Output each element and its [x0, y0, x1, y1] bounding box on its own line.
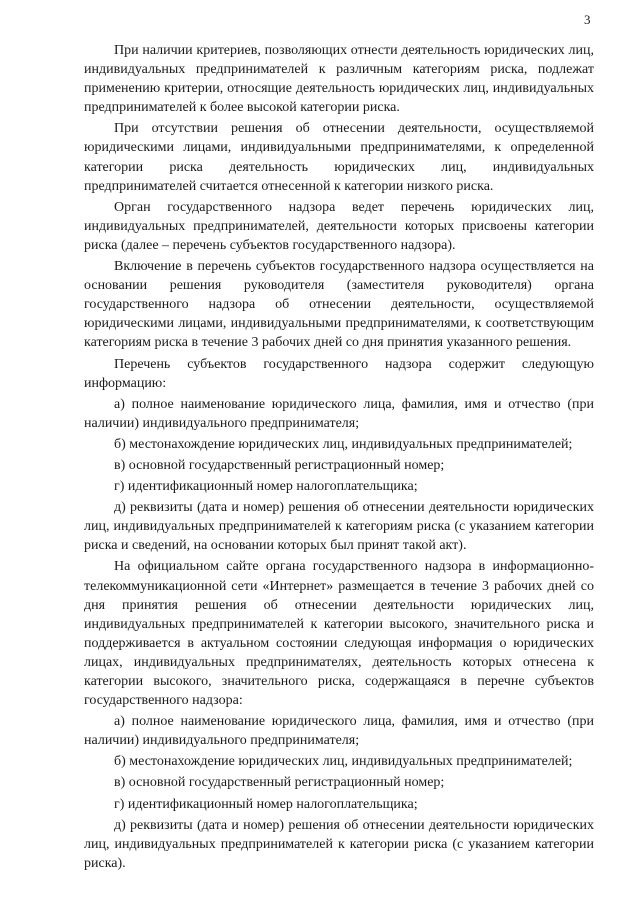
paragraph-registry: Орган государственного надзора ведет перечень юридических лиц, индивидуальных предпринимателей, деятельности которых присвоены категории риска (далее – перечень субъектов государственного надзора).: [84, 199, 594, 253]
list-item-g: г) идентификационный номер налогоплательщика;: [114, 479, 418, 495]
paragraph-registry-contents: Перечень субъектов государственного надзора содержит следующую информацию:: [84, 356, 594, 391]
list-item-g-2: г) идентификационный номер налогоплательщика;: [114, 796, 418, 812]
list-item-a-2: а) полное наименование юридического лица, фамилия, имя и отчество (при наличии) индивидуального предпринимателя;: [84, 714, 594, 749]
page-number: 3: [584, 12, 591, 27]
list-item-v: в) основной государственный регистрационный номер;: [114, 457, 445, 473]
document-body: [84, 41, 594, 875]
paragraph-inclusion: Включение в перечень субъектов государственного надзора осуществляется на основании решения руководителя (заместителя руководителя) органа государственного надзора об отнесении деятельности, осуществляемой юридическими лицами, индивидуальными предпринимателями, к соответствующим категориям риска в течение 3 рабочих дней со дня принятия указанного решения.: [84, 259, 594, 351]
list-item-b: б) местонахождение юридических лиц, индивидуальных предпринимателей;: [114, 436, 573, 452]
list-item-a: а) полное наименование юридического лица, фамилия, имя и отчество (при наличии) индивидуального предпринимателя;: [84, 396, 594, 431]
paragraph-no-decision: При отсутствии решения об отнесении деятельности, осуществляемой юридическими лицами, индивидуальными предпринимателями, к определенной категории риска деятельность юридических лиц, индивидуальных предпринимателей считается отнесенной к категории низкого риска.: [84, 121, 594, 194]
paragraph-website: На официальном сайте органа государственного надзора в информационно-телекоммуникационной сети «Интернет» размещается в течение 3 рабочих дней со дня принятия решения об отнесении деятельности юридических лиц, индивидуальных предпринимателей к категории высокого, значительного риска и поддерживается в актуальном состоянии следующая информация о юридических лицах, индивидуальных предпринимателях, деятельность которых отнесена к категории высокого, значительного риска, содержащаяся в перечне субъектов государственного надзора:: [84, 559, 594, 709]
list-item-d: д) реквизиты (дата и номер) решения об отнесении деятельности юридических лиц, индивидуальных предпринимателей к категориям риска (с указанием категории риска и сведений, на основании которых был принят такой акт).: [84, 500, 594, 554]
list-item-b-2: б) местонахождение юридических лиц, индивидуальных предпринимателей;: [114, 754, 573, 770]
paragraph-risk-criteria: При наличии критериев, позволяющих отнести деятельность юридических лиц, индивидуальных предпринимателей к различным категориям риска, подлежат применению критерии, относящие деятельность юридических лиц, индивидуальных предпринимателей к более высокой категории риска.: [84, 43, 594, 116]
list-item-d-2: д) реквизиты (дата и номер) решения об отнесении деятельности юридических лиц, индивидуальных предпринимателей к категории риска (с указанием категории риска).: [84, 817, 594, 871]
list-item-v-2: в) основной государственный регистрационный номер;: [114, 775, 445, 791]
